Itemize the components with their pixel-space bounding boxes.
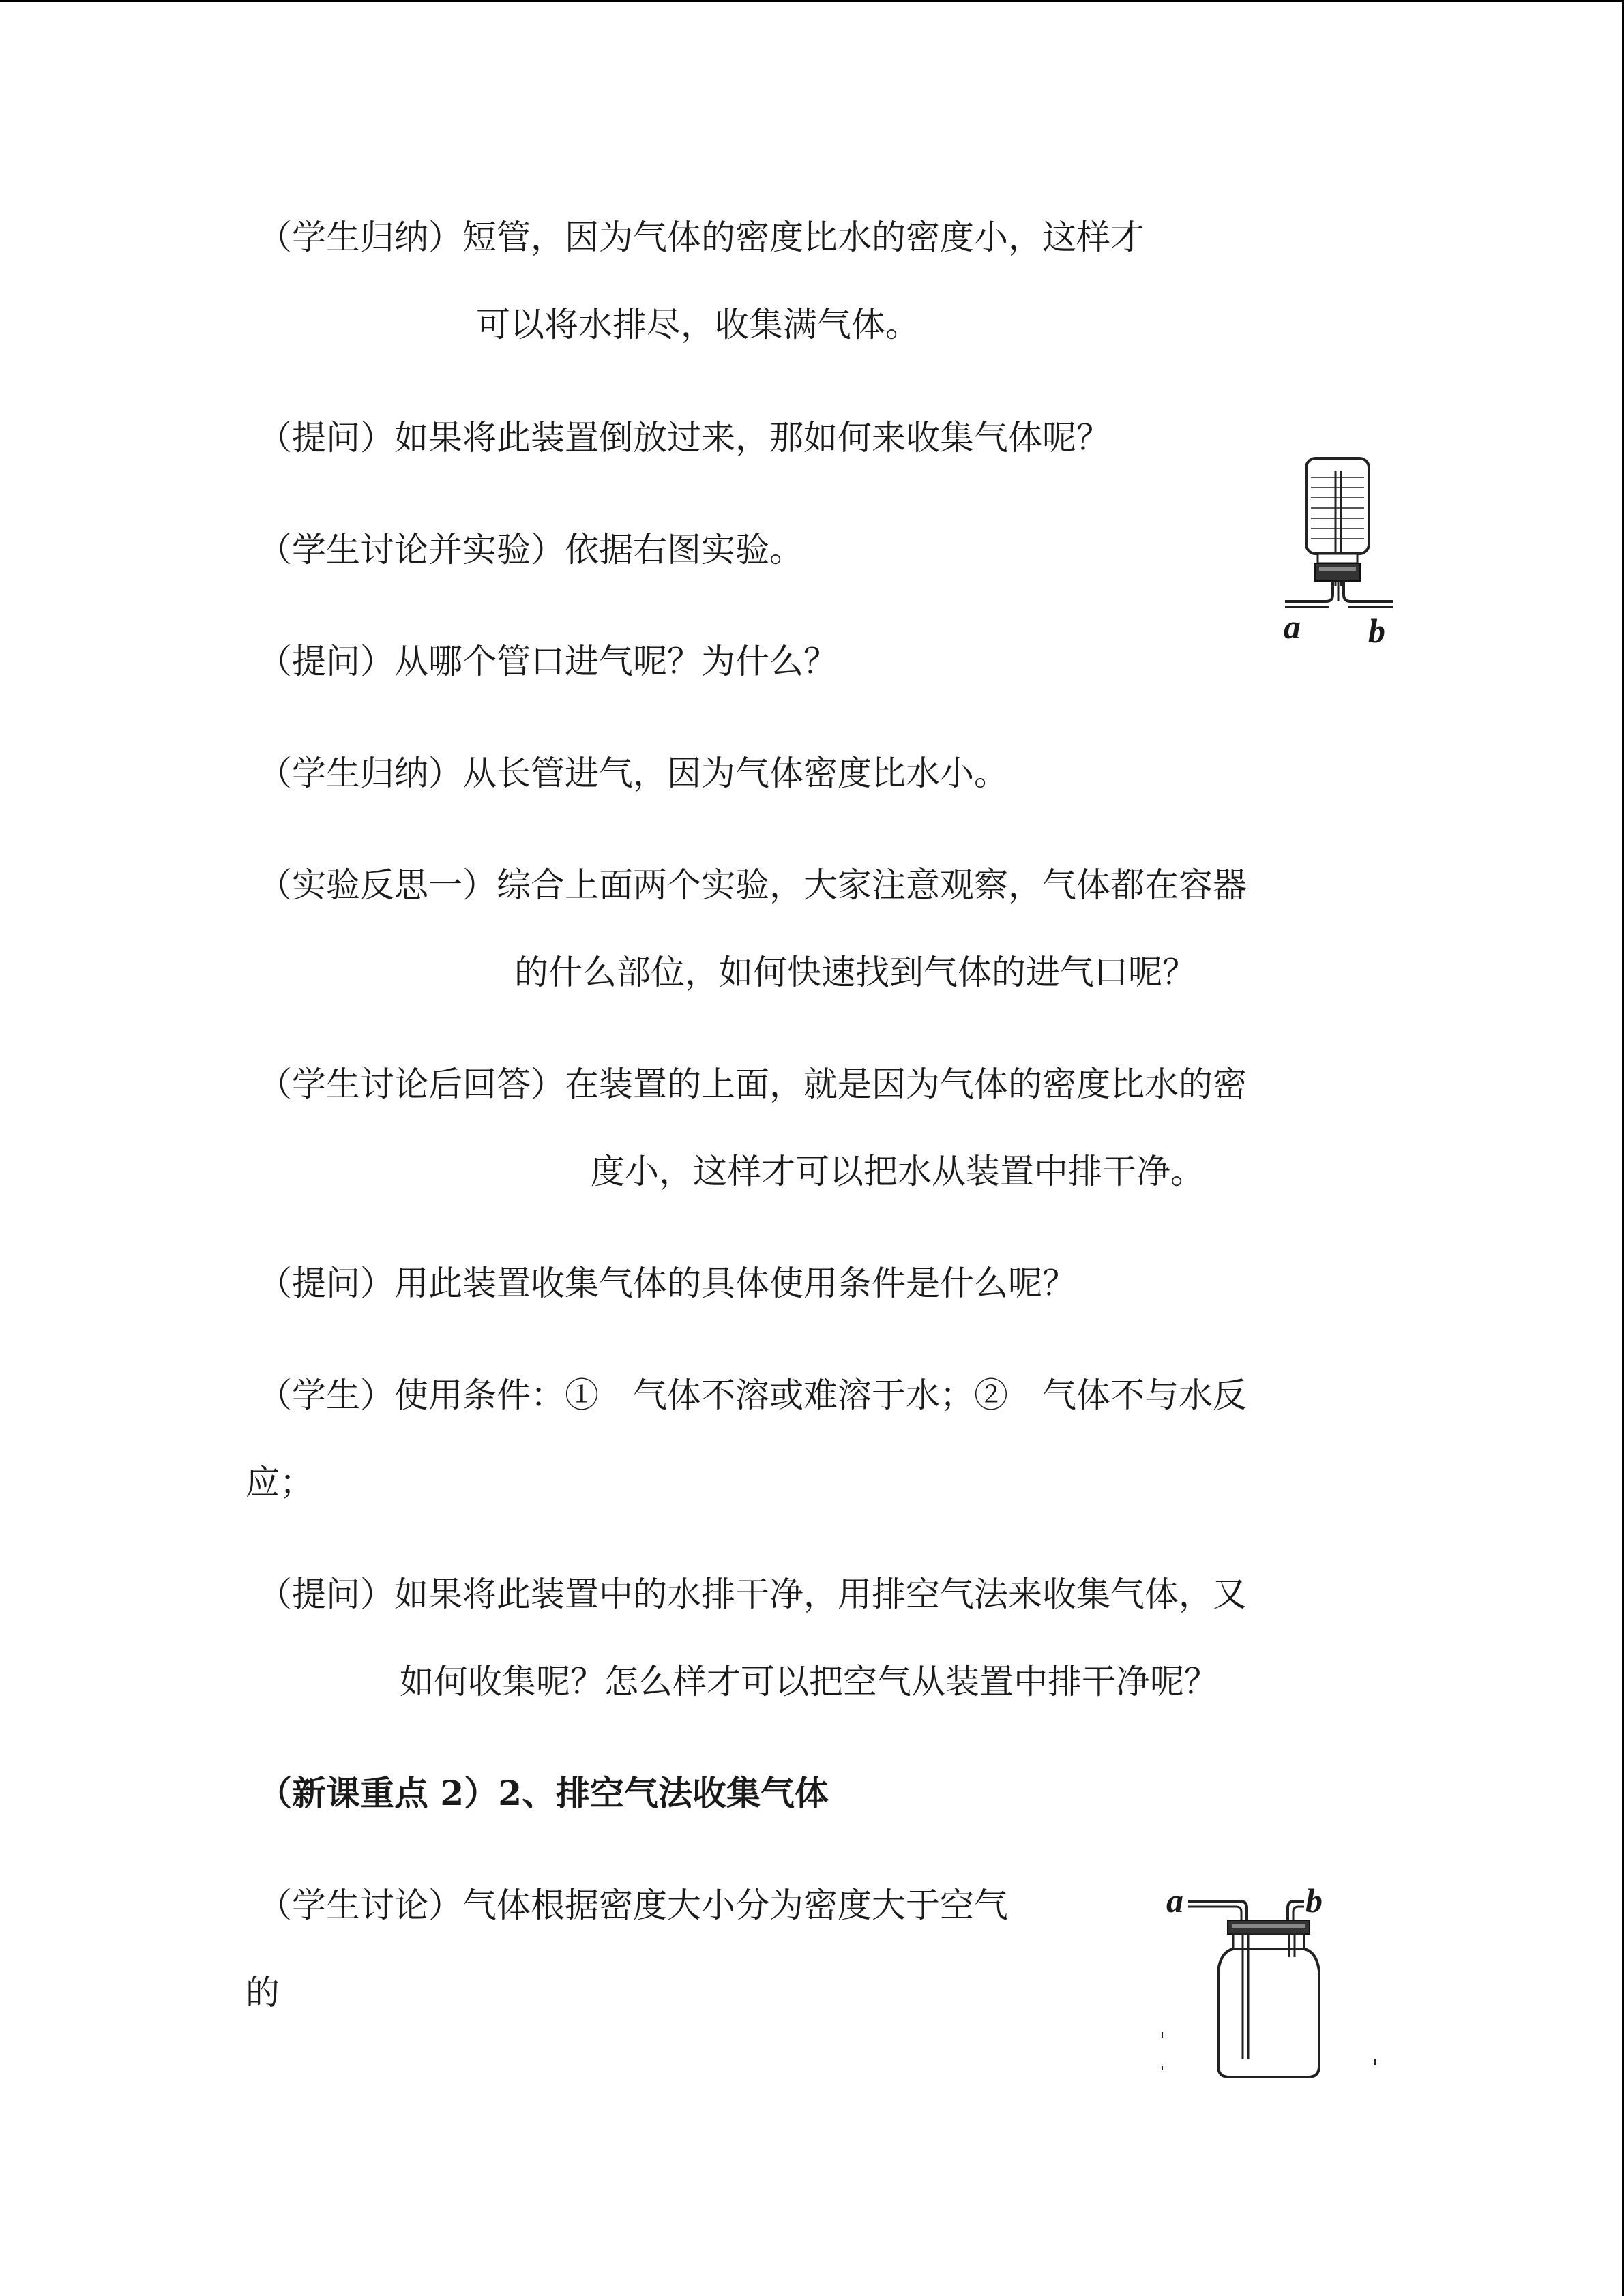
label-a: a: [1284, 608, 1301, 646]
text-line: （提问）如果将此装置倒放过来，那如何来收集气体呢？: [258, 418, 1110, 458]
text-line: 的什么部位，如何快速找到气体的进气口呢？: [514, 953, 1196, 992]
label-b: b: [1368, 612, 1385, 650]
text-line: （学生归纳）从长管进气，因为气体密度比水小。: [258, 754, 1008, 793]
text-line: （提问）用此装置收集气体的具体使用条件是什么呢？: [258, 1264, 1076, 1303]
text-line: （学生讨论并实验）依据右图实验。: [258, 530, 803, 569]
text-line: （学生讨论）气体根据密度大小分为密度大于空气: [258, 1885, 1008, 1925]
text-line: 应；: [246, 1463, 314, 1502]
text-line: （学生）使用条件：① 气体不溶或难溶于水；② 气体不与水反: [258, 1375, 1247, 1415]
text-line: 可以将水排尽，收集满气体。: [476, 305, 919, 344]
text-line: （学生归纳）短管，因为气体的密度比水的密度小，这样才: [258, 218, 1145, 257]
gas-washing-bottle-icon: [1160, 1868, 1385, 2087]
text-line: 度小，这样才可以把水从装置中排干净。: [591, 1152, 1205, 1191]
text-line: （实验反思一）综合上面两个实验，大家注意观察，气体都在容器: [258, 865, 1247, 905]
text-line: 如何收集呢？怎么样才可以把空气从装置中排干净呢？: [400, 1662, 1218, 1701]
text-line: 的: [246, 1973, 280, 2012]
inverted-gas-bottle-figure: [1275, 450, 1398, 655]
text-line: （提问）如果将此装置中的水排干净，用排空气法来收集气体，又: [258, 1575, 1247, 1614]
text-line: （学生讨论后回答）在装置的上面，就是因为气体的密度比水的密: [258, 1064, 1247, 1104]
page-border-top: [0, 0, 1624, 2]
label-b: b: [1305, 1881, 1323, 1920]
text-line: （提问）从哪个管口进气呢？为什么？: [258, 642, 838, 681]
section-heading: （新课重点 2）2、排空气法收集气体: [258, 1773, 829, 1813]
gas-washing-bottle-figure: [1160, 1868, 1385, 2087]
label-a: a: [1166, 1881, 1183, 1920]
